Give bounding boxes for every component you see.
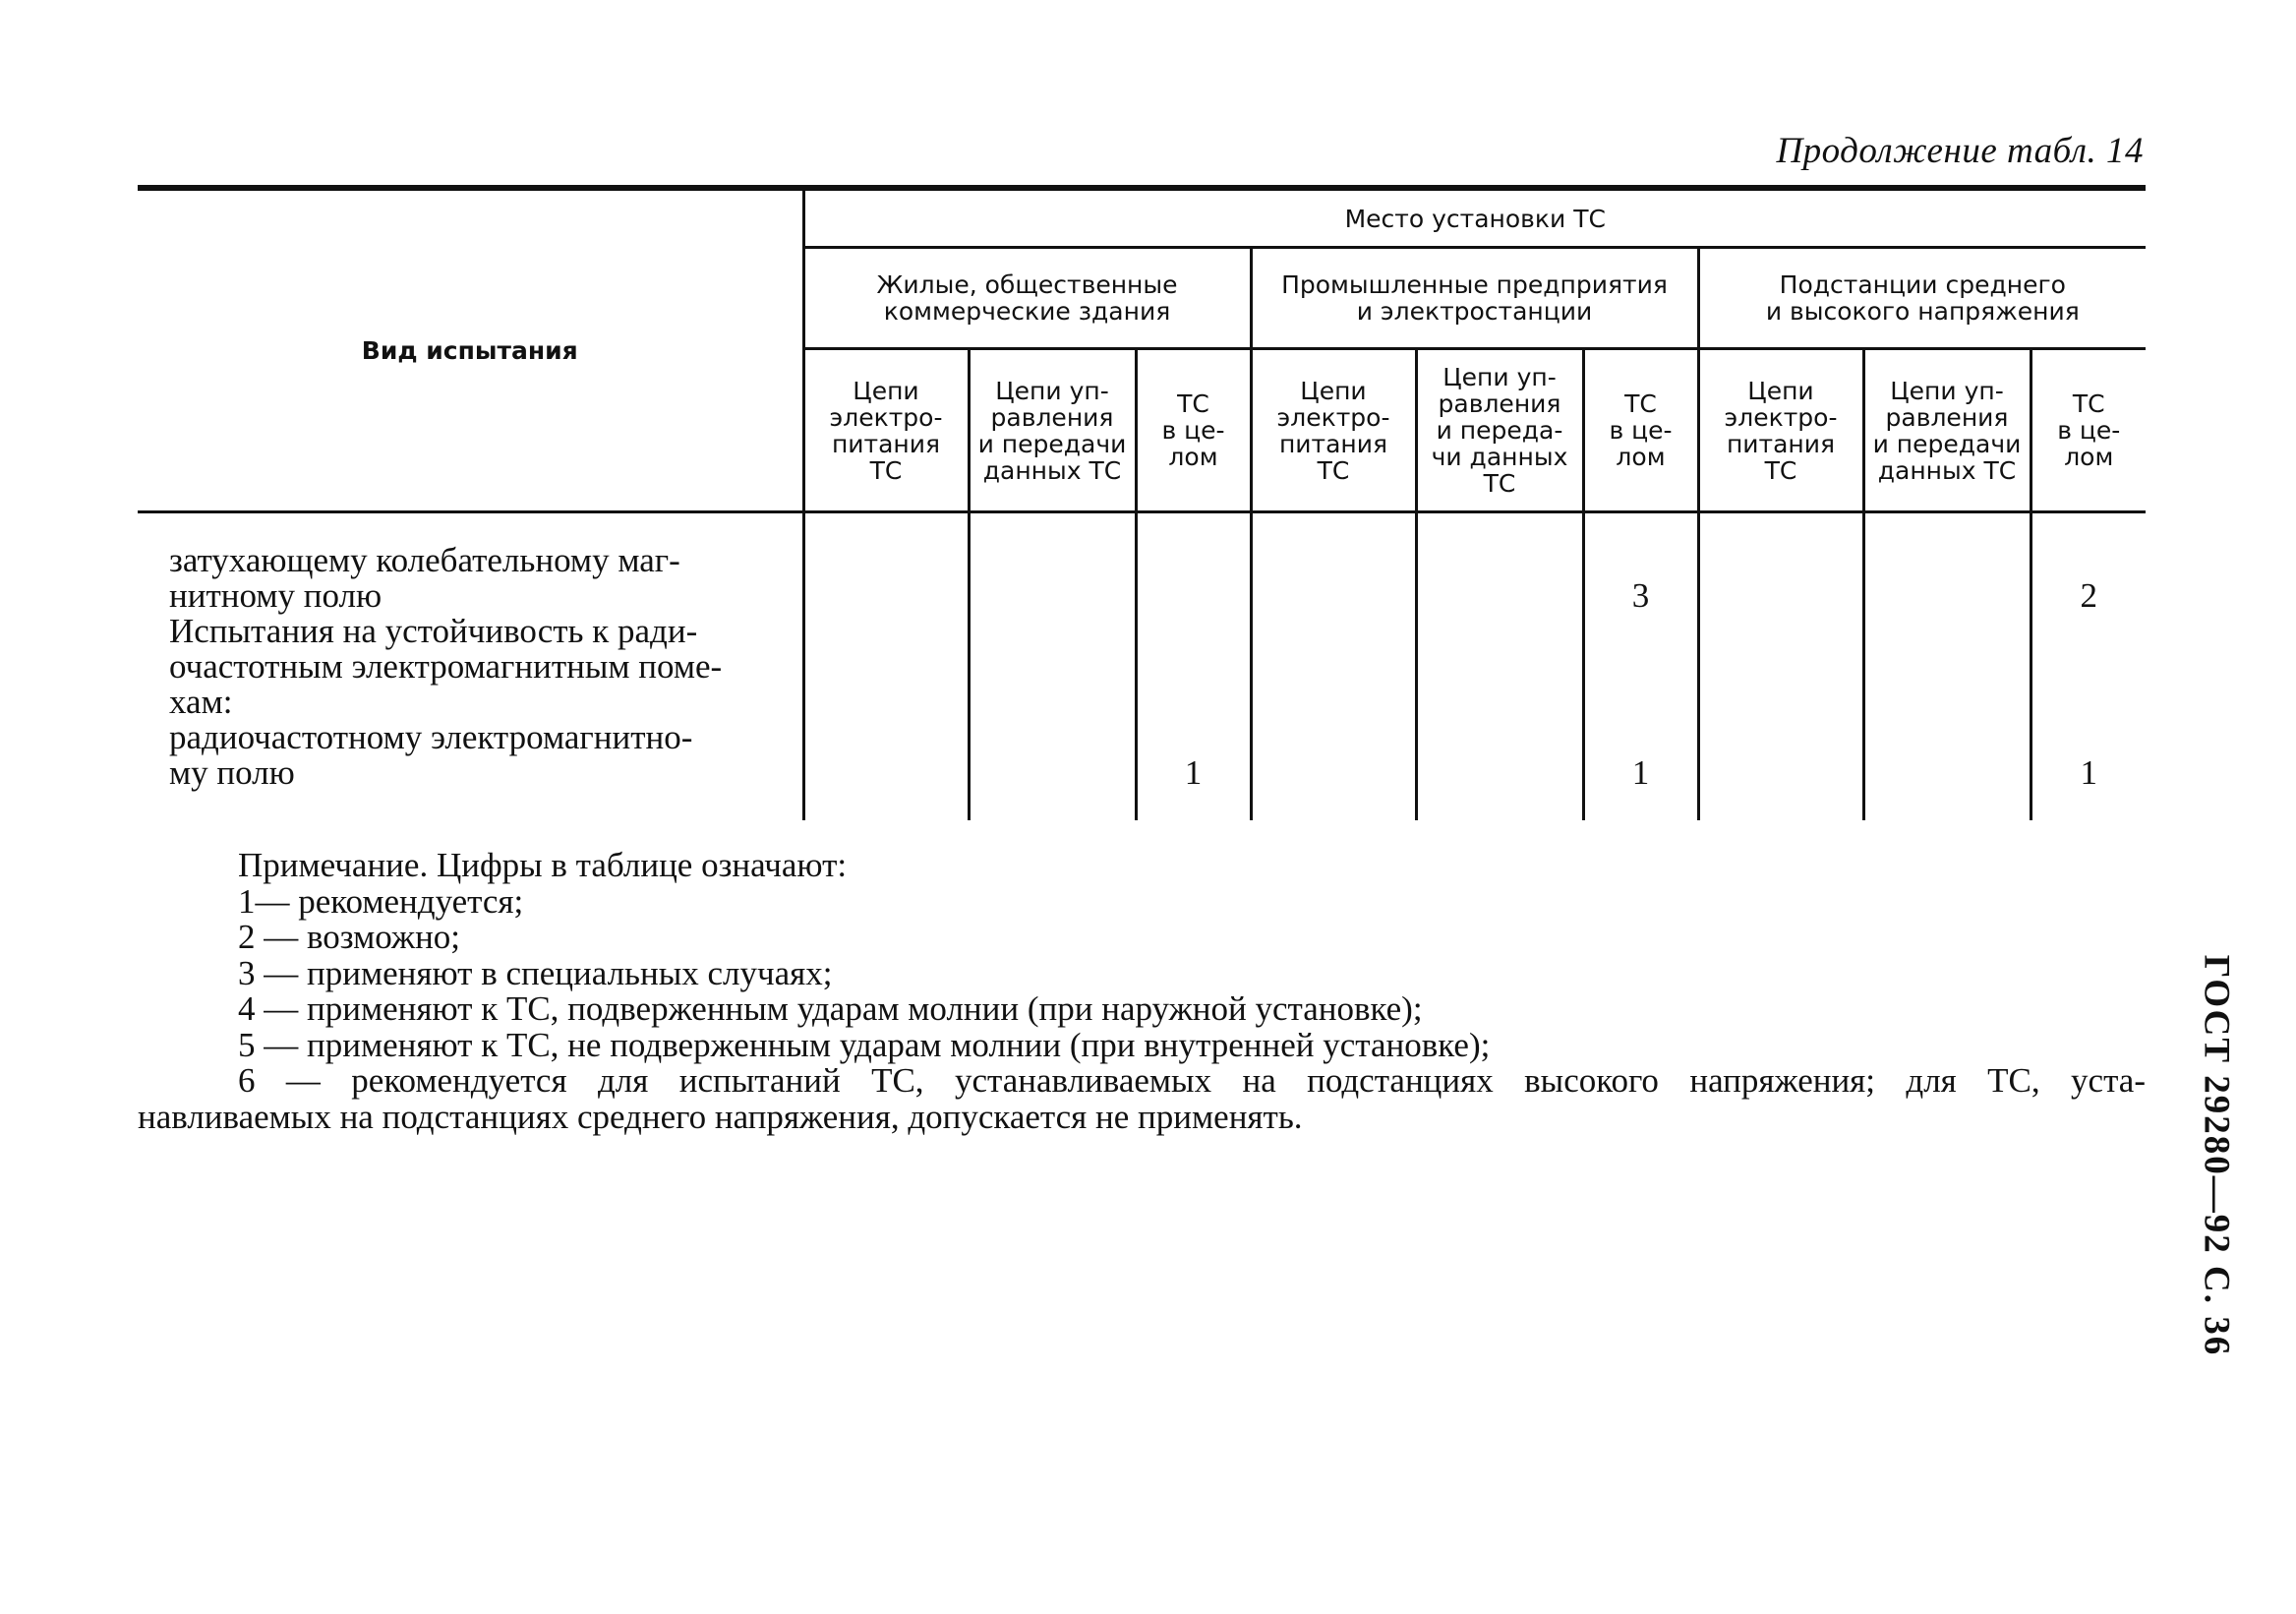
table-caption: Продолжение табл. 14 xyxy=(1776,131,2144,171)
note-item-continuation: навливаемых на подстанциях среднего напряжения, допускается не применять. xyxy=(138,1097,1303,1136)
standard-page-label: ГОСТ 29280—92 С. 36 xyxy=(2196,954,2237,1357)
note-item: 6 — рекомендуется для испытаний ТС, устанавливаемых на подстанциях высокого напряжения; для ТС, уста- xyxy=(238,1061,2146,1100)
value-cell: 1 xyxy=(1136,512,1251,821)
value-cell xyxy=(1251,512,1416,821)
subheader-control-circuits: Цепи уп- равления и передачи данных ТС xyxy=(969,349,1136,512)
table-notes xyxy=(138,848,2146,1135)
subheader-control-circuits: Цепи уп- равления и переда- чи данных ТС xyxy=(1416,349,1583,512)
subheader-ts-whole: ТС в це- лом xyxy=(1583,349,1698,512)
test-type-line: затухающему колебательному маг- xyxy=(169,541,680,579)
note-item: 5 — применяют к ТС, не подверженным ударам молнии (при внутренней установке); xyxy=(238,1025,1491,1064)
test-type-line: очастотным электромагнитным поме- xyxy=(169,647,723,686)
value-cell xyxy=(803,512,969,821)
note-item: 2 — возможно; xyxy=(238,918,461,956)
value-cell xyxy=(1863,512,2031,821)
note-item: 4 — применяют к ТС, подверженным ударам молнии (при наружной установке); xyxy=(238,989,1423,1028)
test-type-cell xyxy=(138,512,803,821)
note-item: 3 — применяют в специальных случаях; xyxy=(238,953,833,992)
notes-heading: Примечание. Цифры в таблице означают: xyxy=(238,846,848,884)
test-type-line: радиочастотному электромагнитно- xyxy=(169,718,693,756)
subheader-control-circuits: Цепи уп- равления и передачи данных ТС xyxy=(1863,349,2031,512)
subheader-ts-whole: ТС в це- лом xyxy=(2031,349,2146,512)
value-cell xyxy=(969,512,1136,821)
test-table-container xyxy=(138,185,2146,820)
subheader-power-circuits: Цепи электро- питания ТС xyxy=(803,349,969,512)
test-type-line: нитному полю xyxy=(169,576,383,615)
header-install-location: Место установки ТС xyxy=(803,188,2146,248)
test-table xyxy=(138,185,2146,820)
value-cell: 3 1 xyxy=(1583,512,1698,821)
header-test-type: Вид испытания xyxy=(138,188,803,512)
subheader-power-circuits: Цепи электро- питания ТС xyxy=(1698,349,1863,512)
value-cell xyxy=(1416,512,1583,821)
subheader-power-circuits: Цепи электро- питания ТС xyxy=(1251,349,1416,512)
test-type-line: хам: xyxy=(169,683,233,721)
test-type-line: му полю xyxy=(169,753,295,792)
header-site-residential: Жилые, общественные коммерческие здания xyxy=(803,248,1251,349)
value-cell: 2 1 xyxy=(2031,512,2146,821)
value-cell xyxy=(1698,512,1863,821)
table-row xyxy=(138,512,2146,821)
test-type-line: Испытания на устойчивость к ради- xyxy=(169,612,698,650)
note-item: 1— рекомендуется; xyxy=(238,881,524,921)
header-site-substation: Подстанции среднего и высокого напряжения xyxy=(1698,248,2146,349)
header-site-industrial: Промышленные предприятия и электростанции xyxy=(1251,248,1698,349)
subheader-ts-whole: ТС в це- лом xyxy=(1136,349,1251,512)
